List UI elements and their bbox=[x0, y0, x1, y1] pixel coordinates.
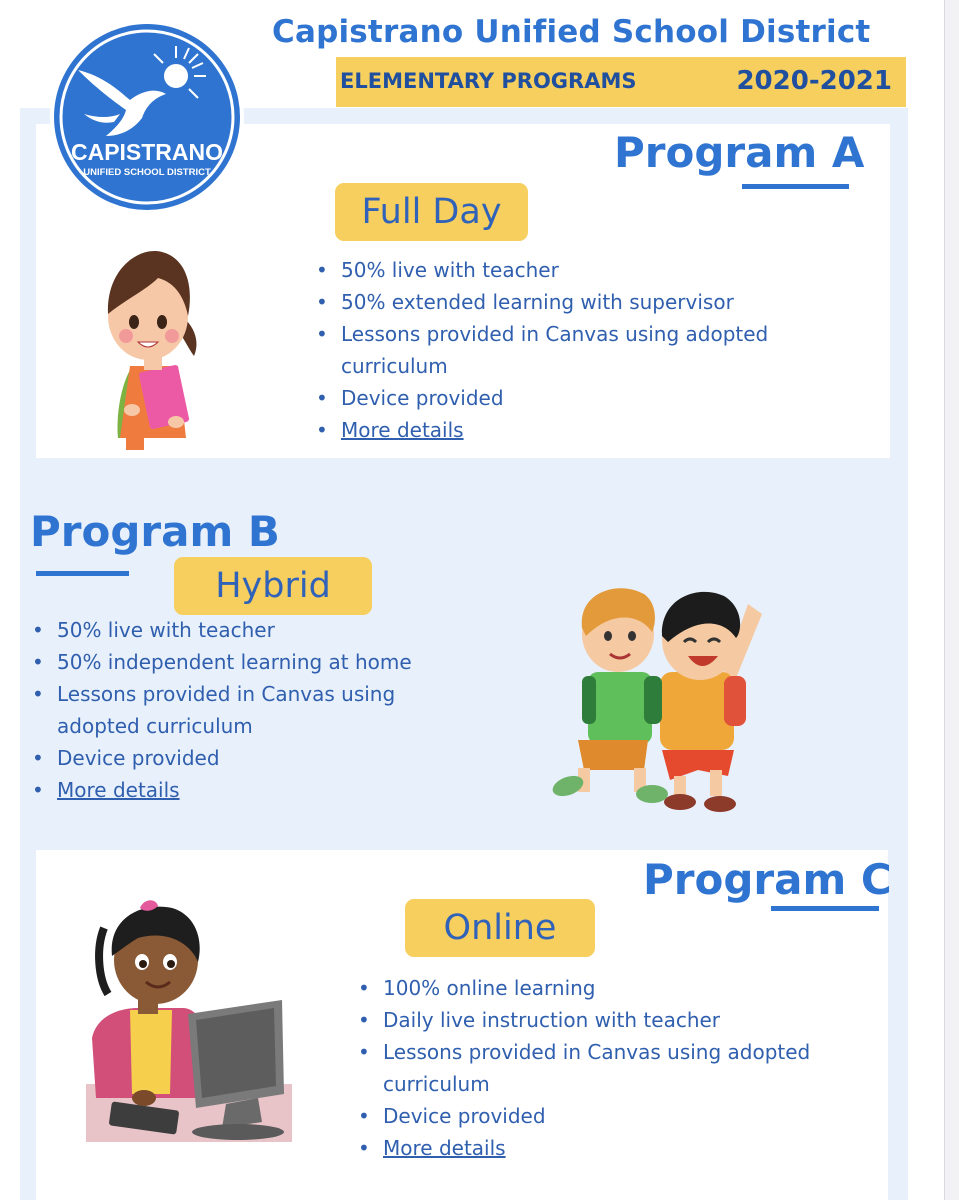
list-item bbox=[314, 414, 844, 446]
list-item: • Daily live instruction with teacher bbox=[356, 1004, 876, 1036]
list-item: • Lessons provided in Canvas using adopted curriculum bbox=[356, 1036, 876, 1100]
program-c-more-details-link[interactable]: More details bbox=[383, 1136, 506, 1160]
logo-name-text: CAPISTRANO bbox=[70, 139, 224, 165]
girl-at-computer-illustration bbox=[86, 898, 296, 1146]
program-a-title: Program A bbox=[614, 128, 865, 177]
program-a-tag bbox=[335, 183, 528, 241]
program-c-bullet-list bbox=[356, 972, 876, 1164]
program-a-more-details-link[interactable]: More details bbox=[341, 418, 464, 442]
programs-banner bbox=[336, 57, 906, 107]
list-item: • 50% live with teacher bbox=[314, 254, 844, 286]
program-b-more-details-link[interactable]: More details bbox=[57, 778, 180, 802]
program-c-tag bbox=[405, 899, 595, 957]
list-item: • 50% live with teacher bbox=[30, 614, 480, 646]
list-item bbox=[356, 1132, 876, 1164]
girl-with-notebook-illustration bbox=[90, 238, 218, 453]
district-title: Capistrano Unified School District bbox=[272, 14, 871, 50]
program-b-bullet-list bbox=[30, 614, 480, 806]
list-item: • Device provided bbox=[356, 1100, 876, 1132]
banner-year: 2020-2021 bbox=[736, 66, 892, 96]
list-item: • Lessons provided in Canvas using adopted curriculum bbox=[30, 678, 480, 742]
program-b-tag-label: Hybrid bbox=[215, 566, 331, 606]
program-b-underline bbox=[36, 571, 129, 576]
page-edge bbox=[944, 0, 959, 1200]
program-c-title: Program C bbox=[643, 855, 892, 904]
list-item: • 50% independent learning at home bbox=[30, 646, 480, 678]
banner-programs-label: ELEMENTARY PROGRAMS bbox=[340, 69, 637, 93]
list-item: • Device provided bbox=[30, 742, 480, 774]
list-item bbox=[30, 774, 480, 806]
program-b-tag bbox=[174, 557, 372, 615]
logo-sub-text: UNIFIED SCHOOL DISTRICT bbox=[83, 167, 211, 178]
program-c-tag-label: Online bbox=[443, 908, 557, 948]
program-c-underline bbox=[771, 906, 879, 911]
program-a-underline bbox=[742, 184, 849, 189]
list-item: • Lessons provided in Canvas using adopted curriculum bbox=[314, 318, 844, 382]
program-b-title: Program B bbox=[30, 507, 280, 556]
kids-walking-illustration bbox=[548, 580, 778, 820]
list-item: • 50% extended learning with supervisor bbox=[314, 286, 844, 318]
list-item: • Device provided bbox=[314, 382, 844, 414]
list-item: • 100% online learning bbox=[356, 972, 876, 1004]
program-a-bullet-list bbox=[314, 254, 844, 446]
district-logo bbox=[48, 18, 246, 216]
program-a-tag-label: Full Day bbox=[361, 192, 502, 232]
